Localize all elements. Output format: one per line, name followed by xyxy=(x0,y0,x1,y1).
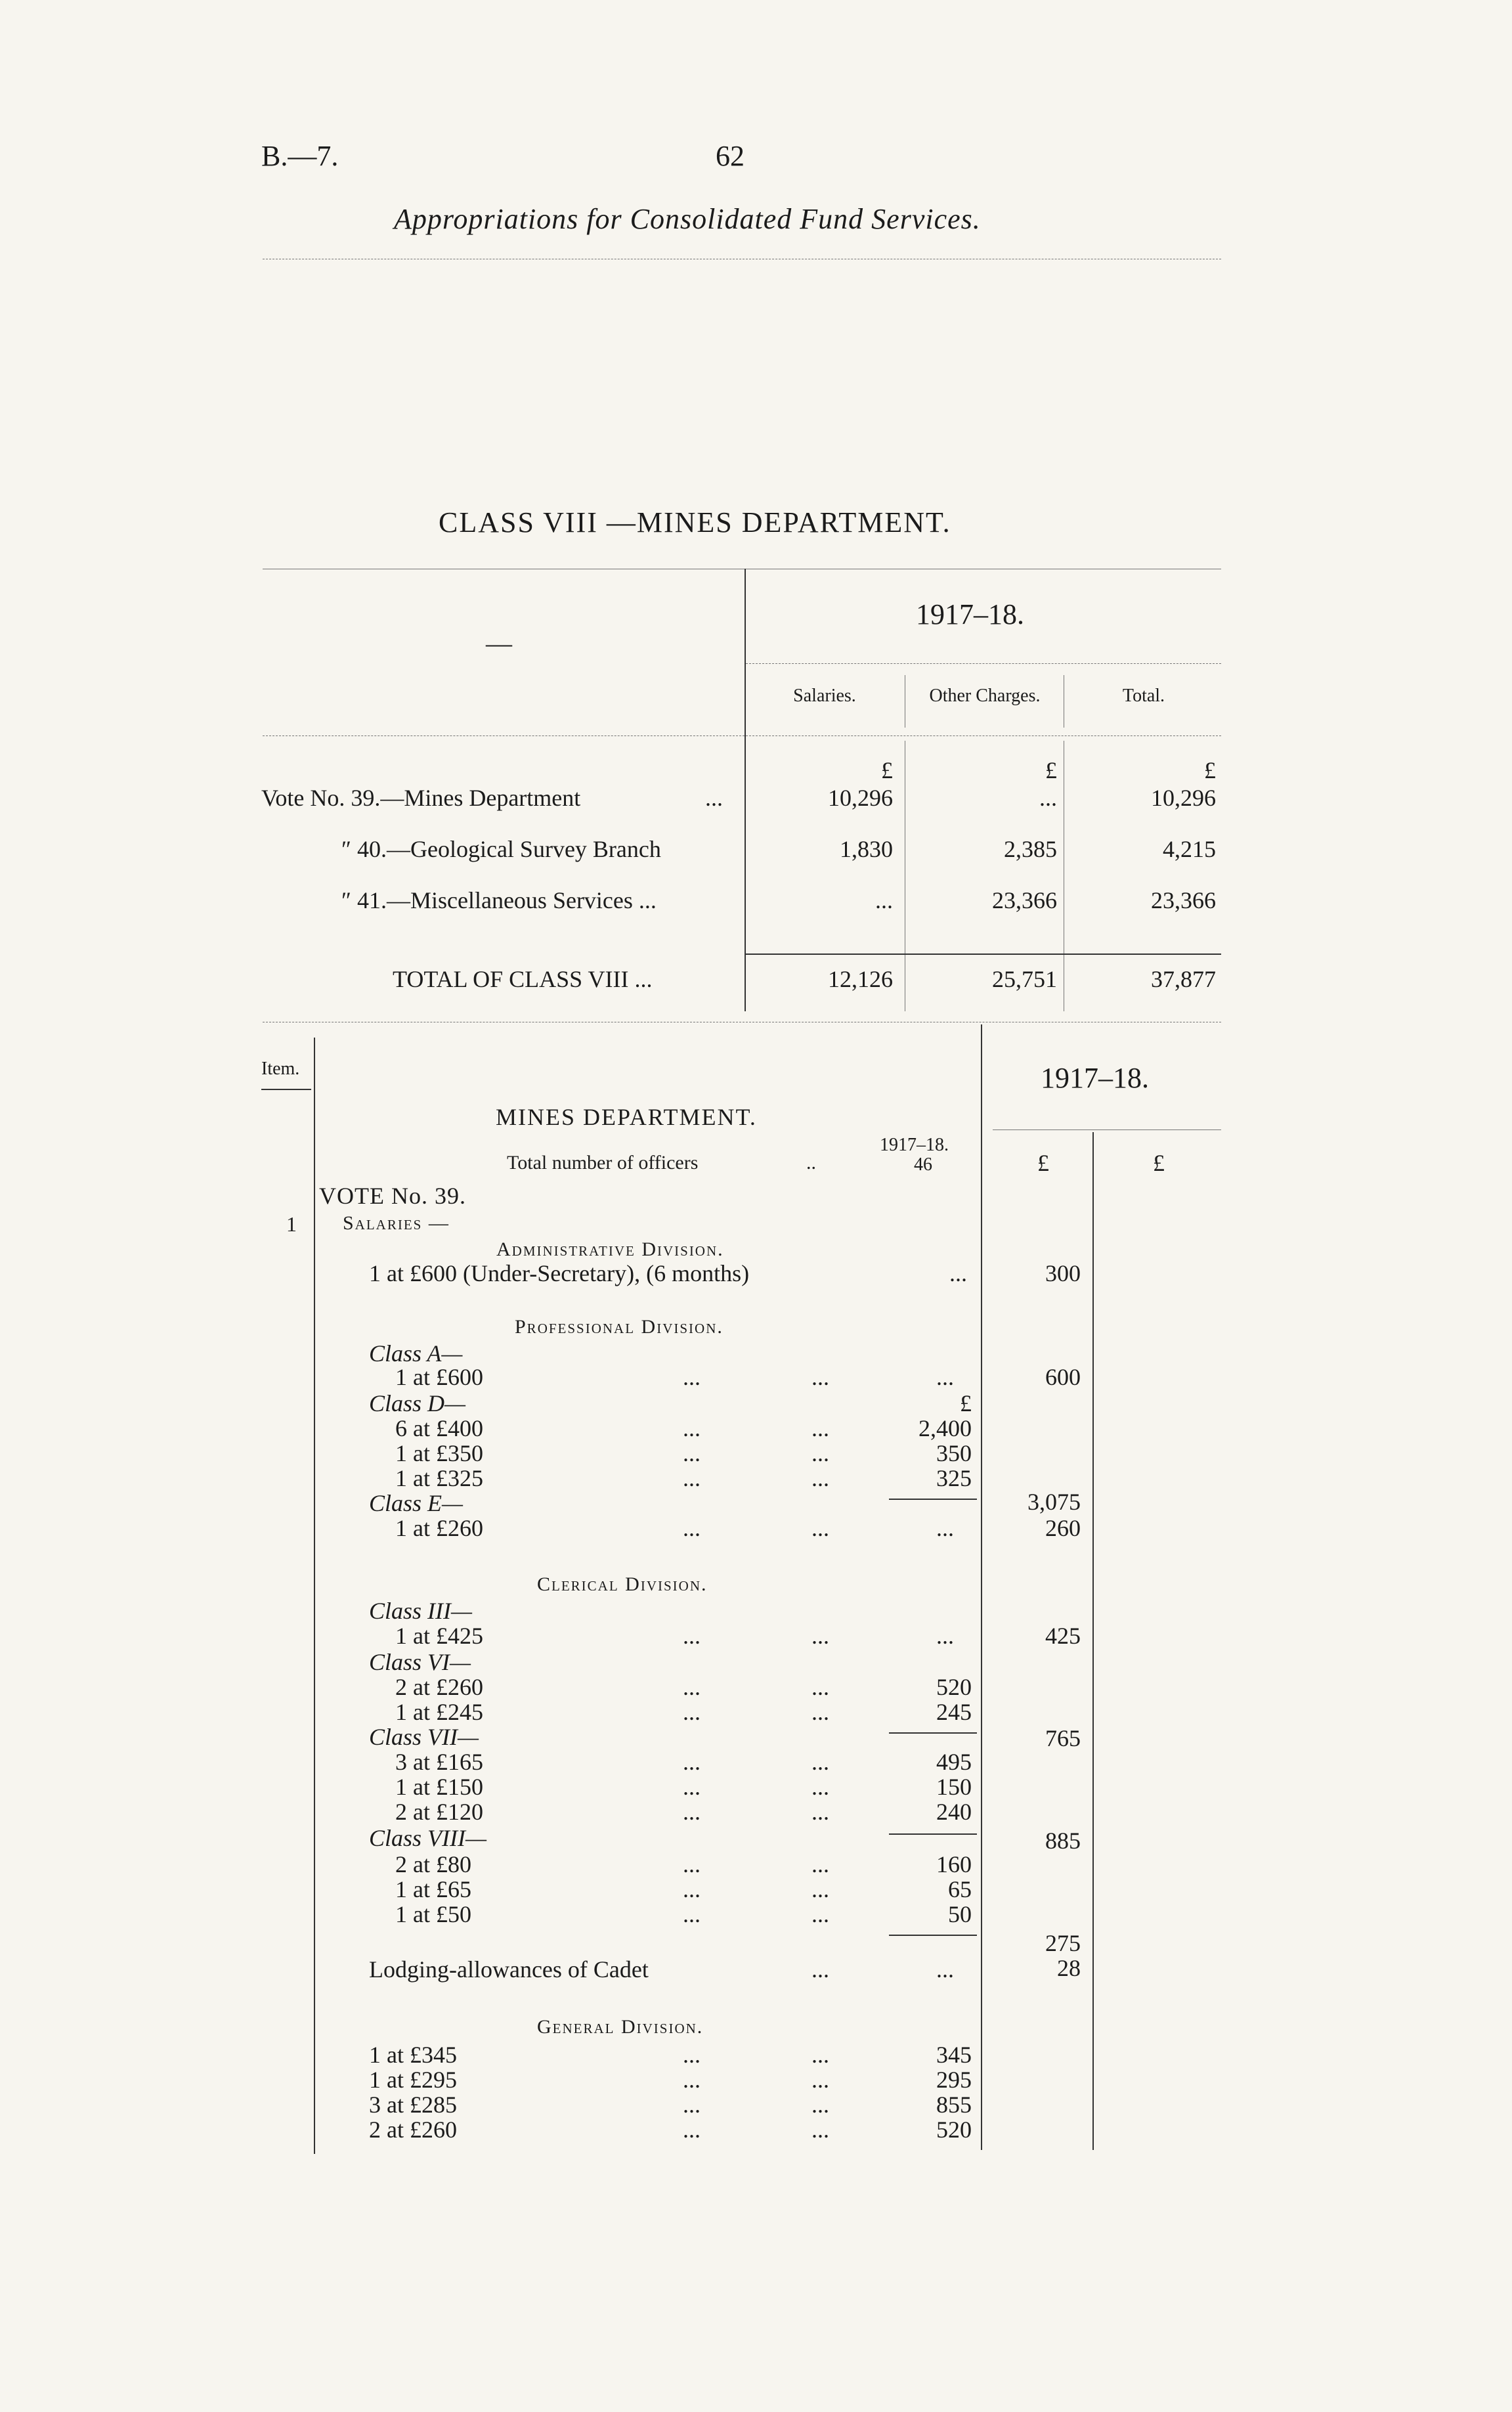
general-row-2: 1 at £295 xyxy=(369,2067,457,2093)
item-number: 1 xyxy=(286,1212,297,1236)
class-d-heading: Class D— xyxy=(369,1390,466,1416)
dots: ... xyxy=(936,1956,954,1983)
detail-currency-2: £ xyxy=(1153,1150,1165,1176)
dots: ... xyxy=(683,1440,701,1466)
page-title: Appropriations for Consolidated Fund Services. xyxy=(394,203,981,235)
officers-dots: .. xyxy=(806,1152,816,1173)
class-viii-total: 275 xyxy=(1045,1930,1081,1956)
col-header-total: Total. xyxy=(1122,686,1165,706)
dots: ... xyxy=(811,1749,829,1775)
class-viii-subtotal-rule xyxy=(889,1935,977,1936)
vote-41-label: ″ 41.—Miscellaneous Services ... xyxy=(341,887,657,913)
dots: ... xyxy=(683,2116,701,2143)
class-vi-total: 765 xyxy=(1045,1725,1081,1751)
dots: ... xyxy=(811,1364,829,1390)
class-iii-heading: Class III— xyxy=(369,1598,473,1624)
dots: ... xyxy=(811,2067,829,2093)
summary-stub-divider xyxy=(745,569,746,741)
class-viii-heading: Class VIII— xyxy=(369,1825,486,1851)
dots: ... xyxy=(811,1415,829,1441)
dept-title: MINES DEPARTMENT. xyxy=(496,1104,757,1130)
class-vii-heading: Class VII— xyxy=(369,1724,479,1750)
under-secretary-dots: ... xyxy=(949,1260,967,1286)
dots: ... xyxy=(683,1515,701,1541)
class-e-heading: Class E— xyxy=(369,1490,464,1516)
dots: ... xyxy=(936,1364,954,1390)
class-a-heading: Class A— xyxy=(369,1340,463,1367)
dots: ... xyxy=(811,1699,829,1725)
vote-41-other: 23,366 xyxy=(992,887,1057,913)
under-secretary-amount: 300 xyxy=(1045,1260,1081,1286)
vote-39-dots: ... xyxy=(705,785,723,811)
item-header-rule xyxy=(261,1089,311,1090)
document-reference: B.—7. xyxy=(261,140,339,172)
stub-dash: — xyxy=(486,628,512,658)
class-viii-row-3: 1 at £50 xyxy=(395,1901,471,1927)
class-d-row-3: 1 at £325 xyxy=(395,1465,483,1491)
class-iii-row-1: 1 at £425 xyxy=(395,1623,483,1649)
dots: ... xyxy=(683,1465,701,1491)
dots: ... xyxy=(811,1774,829,1800)
dots: ... xyxy=(683,1799,701,1825)
class-d-subtotal-rule xyxy=(889,1499,977,1500)
dots: ... xyxy=(683,1749,701,1775)
vote-40-total: 4,215 xyxy=(1163,836,1216,862)
vote-40-other: 2,385 xyxy=(1004,836,1057,862)
dots: ... xyxy=(683,1699,701,1725)
summary-year-header: 1917–18. xyxy=(916,598,1024,630)
salaries-heading: Salaries — xyxy=(343,1212,450,1234)
class-vii-row-3: 2 at £120 xyxy=(395,1799,483,1825)
class-viii-row-2: 1 at £65 xyxy=(395,1876,471,1902)
lodging-amount: 28 xyxy=(1057,1955,1081,1981)
col-header-rule xyxy=(263,735,1221,736)
dots: ... xyxy=(683,2067,701,2093)
class-vi-heading: Class VI— xyxy=(369,1649,471,1675)
vote-40-salaries: 1,830 xyxy=(840,836,893,862)
dots: ... xyxy=(811,2042,829,2068)
general-row-2-amount: 295 xyxy=(936,2067,972,2093)
general-row-4-amount: 520 xyxy=(936,2116,972,2143)
class-d-row-1: 6 at £400 xyxy=(395,1415,483,1441)
dots: ... xyxy=(811,1515,829,1541)
dots: ... xyxy=(683,2092,701,2118)
dots: ... xyxy=(683,1851,701,1877)
class-viii-row-1: 2 at £80 xyxy=(395,1851,471,1877)
class-vii-subtotal-rule xyxy=(889,1833,977,1835)
currency-other: £ xyxy=(1045,757,1057,783)
class-d-row-2-amount: 350 xyxy=(936,1440,972,1466)
summary-body-divider-0 xyxy=(745,741,746,1011)
vote-41-salaries: ... xyxy=(875,887,893,913)
class-viii-row-1-amount: 160 xyxy=(936,1851,972,1877)
total-label: TOTAL OF CLASS VIII ... xyxy=(393,966,653,992)
general-division: General Division. xyxy=(537,2016,704,2038)
class-d-total: 3,075 xyxy=(1027,1489,1081,1515)
dots: ... xyxy=(683,1415,701,1441)
dots: ... xyxy=(936,1623,954,1649)
dots: ... xyxy=(683,1674,701,1700)
officers-count: 46 xyxy=(914,1154,932,1175)
detail-year-rule xyxy=(993,1129,1221,1130)
class-vii-row-1: 3 at £165 xyxy=(395,1749,483,1775)
class-vi-row-2: 1 at £245 xyxy=(395,1699,483,1725)
officers-label: Total number of officers xyxy=(507,1152,699,1173)
class-vii-row-2-amount: 150 xyxy=(936,1774,972,1800)
class-viii-row-3-amount: 50 xyxy=(948,1901,972,1927)
dots: ... xyxy=(811,1465,829,1491)
class-d-currency: £ xyxy=(960,1390,972,1416)
administrative-division: Administrative Division. xyxy=(496,1239,724,1260)
class-vii-row-1-amount: 495 xyxy=(936,1749,972,1775)
dots: ... xyxy=(683,1364,701,1390)
currency-total: £ xyxy=(1204,757,1216,783)
dots: ... xyxy=(811,2116,829,2143)
vote-39-total: 10,296 xyxy=(1151,785,1216,811)
dots: ... xyxy=(811,1799,829,1825)
general-row-4: 2 at £260 xyxy=(369,2116,457,2143)
item-column-divider xyxy=(314,1038,315,2154)
general-row-1: 1 at £345 xyxy=(369,2042,457,2068)
under-secretary-row: 1 at £600 (Under-Secretary), (6 months) xyxy=(369,1260,750,1286)
lodging-allowance-row: Lodging-allowances of Cadet xyxy=(369,1956,649,1983)
clerical-division: Clerical Division. xyxy=(537,1573,708,1595)
dots: ... xyxy=(683,1876,701,1902)
col-header-salaries: Salaries. xyxy=(793,686,856,706)
class-vi-row-1: 2 at £260 xyxy=(395,1674,483,1700)
general-row-1-amount: 345 xyxy=(936,2042,972,2068)
dots: ... xyxy=(936,1515,954,1541)
class-d-row-3-amount: 325 xyxy=(936,1465,972,1491)
detail-currency-1: £ xyxy=(1037,1150,1049,1176)
class-e-amount: 260 xyxy=(1045,1515,1081,1541)
class-d-row-2: 1 at £350 xyxy=(395,1440,483,1466)
vote-39-salaries: 10,296 xyxy=(828,785,893,811)
class-vii-total: 885 xyxy=(1045,1828,1081,1854)
dots: ... xyxy=(811,1901,829,1927)
total-total: 37,877 xyxy=(1151,966,1216,992)
class-vi-row-1-amount: 520 xyxy=(936,1674,972,1700)
vote-40-label: ″ 40.—Geological Survey Branch xyxy=(341,836,661,862)
class-viii-row-2-amount: 65 xyxy=(948,1876,972,1902)
year-header-rule xyxy=(746,663,1221,664)
dots: ... xyxy=(811,1876,829,1902)
general-row-3: 3 at £285 xyxy=(369,2092,457,2118)
dots: ... xyxy=(811,1674,829,1700)
professional-division: Professional Division. xyxy=(515,1316,724,1338)
detail-year-header: 1917–18. xyxy=(1041,1062,1149,1094)
dots: ... xyxy=(811,2092,829,2118)
dots: ... xyxy=(683,1774,701,1800)
dots: ... xyxy=(683,2042,701,2068)
total-other: 25,751 xyxy=(992,966,1057,992)
class-vi-row-2-amount: 245 xyxy=(936,1699,972,1725)
class-e-row-1: 1 at £260 xyxy=(395,1515,483,1541)
class-title: CLASS VIII —MINES DEPARTMENT. xyxy=(439,506,951,538)
dots: ... xyxy=(683,1623,701,1649)
class-vi-subtotal-rule xyxy=(889,1732,977,1734)
class-a-amount: 600 xyxy=(1045,1364,1081,1390)
item-header: Item. xyxy=(261,1059,300,1079)
total-rule xyxy=(746,954,1221,955)
col-header-other-charges: Other Charges. xyxy=(929,686,1041,706)
total-salaries: 12,126 xyxy=(828,966,893,992)
class-vii-row-2: 1 at £150 xyxy=(395,1774,483,1800)
outer-column-divider xyxy=(1092,1132,1094,2150)
vote-41-total: 23,366 xyxy=(1151,887,1216,913)
dots: ... xyxy=(811,1956,829,1983)
class-vii-row-3-amount: 240 xyxy=(936,1799,972,1825)
currency-salaries: £ xyxy=(881,757,893,783)
class-d-row-1-amount: 2,400 xyxy=(918,1415,972,1441)
dots: ... xyxy=(811,1623,829,1649)
class-a-row-1: 1 at £600 xyxy=(395,1364,483,1390)
vote-39-label: Vote No. 39.—Mines Department xyxy=(261,785,581,811)
class-iii-amount: 425 xyxy=(1045,1623,1081,1649)
dots: ... xyxy=(811,1440,829,1466)
dots: ... xyxy=(683,1901,701,1927)
dots: ... xyxy=(811,1851,829,1877)
officers-year: 1917–18. xyxy=(880,1135,949,1155)
vote-heading: VOTE No. 39. xyxy=(319,1183,466,1209)
page-number: 62 xyxy=(716,140,745,172)
amount-column-divider xyxy=(981,1024,982,2150)
vote-39-other: ... xyxy=(1039,785,1057,811)
general-row-3-amount: 855 xyxy=(936,2092,972,2118)
